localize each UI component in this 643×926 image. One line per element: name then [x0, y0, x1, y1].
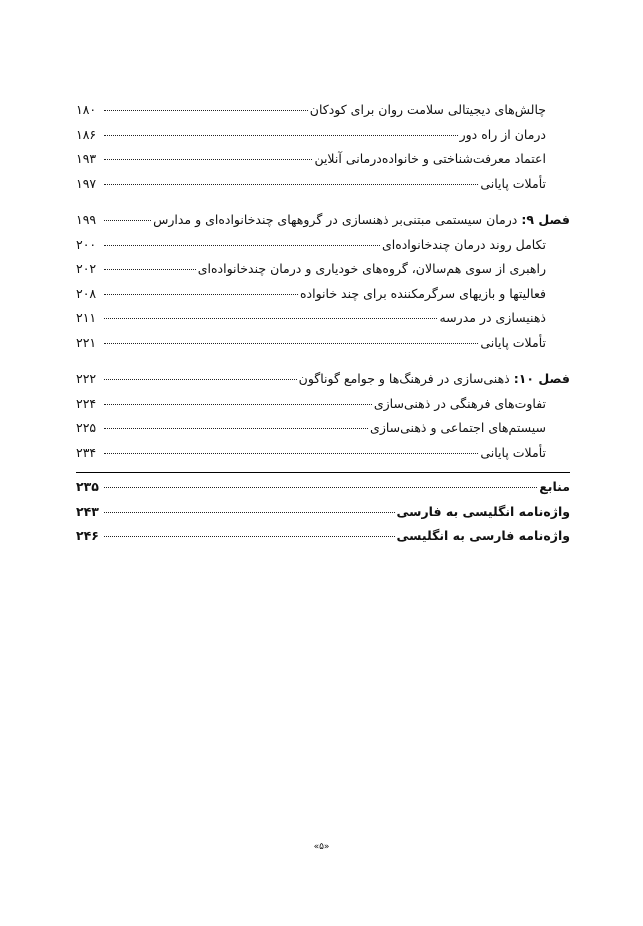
toc-entry-page: ۲۳۵ [76, 479, 99, 494]
toc-entry[interactable] [76, 237, 570, 262]
dot-leader [104, 379, 297, 380]
toc-entry-page: ۱۸۶ [76, 126, 97, 142]
toc-back-matter[interactable] [76, 479, 570, 504]
toc-entry[interactable] [76, 127, 570, 152]
toc-entry[interactable] [76, 420, 570, 445]
dot-leader [104, 428, 368, 429]
toc-entry-page: ۱۹۷ [76, 175, 97, 191]
toc-back-matter[interactable] [76, 504, 570, 529]
toc-entry-page: ۲۴۶ [76, 528, 99, 543]
toc-chapter-9[interactable] [76, 212, 570, 237]
dot-leader [104, 269, 196, 270]
toc-entry-title: منابع [539, 479, 570, 494]
toc-entry-title: تأملات پایانی [480, 444, 546, 460]
toc-entry[interactable] [76, 335, 570, 360]
toc-entry-title: درمان از راه دور [459, 126, 546, 142]
toc-entry[interactable] [76, 261, 570, 286]
toc-entry[interactable] [76, 102, 570, 127]
chapter-title: ذهنی‌سازی در فرهنگ‌ها و جوامع گوناگون [298, 371, 510, 386]
dot-leader [104, 512, 395, 513]
dot-leader [104, 343, 478, 344]
dot-leader [104, 318, 437, 319]
dot-leader [104, 184, 478, 185]
table-of-contents [76, 102, 570, 553]
toc-entry-page: ۲۰۸ [76, 285, 97, 301]
toc-entry-page: ۲۲۵ [76, 420, 97, 435]
dot-leader [104, 294, 298, 295]
dot-leader [104, 110, 308, 111]
dot-leader [104, 453, 478, 454]
toc-entry-page: ۲۰۰ [76, 236, 97, 252]
toc-entry-title: تفاوت‌های فرهنگی در ذهنی‌سازی [373, 395, 546, 411]
toc-entry-title: واژه‌نامه انگلیسی به فارسی [396, 503, 570, 519]
toc-entry-title: واژه‌نامه فارسی به انگلیسی [396, 528, 570, 543]
toc-entry-title: راهبری از سوی هم‌سالان، گروه‌های خودیاری و درمان چندخانواده‌ای [197, 261, 546, 276]
toc-entry-page: ۲۰۲ [76, 261, 97, 276]
toc-entry-title: سیستم‌های اجتماعی و ذهنی‌سازی [370, 420, 546, 435]
toc-entry[interactable] [76, 176, 570, 201]
toc-entry-page: ۲۳۴ [76, 444, 97, 460]
toc-entry[interactable] [76, 396, 570, 421]
toc-entry-title: فعالیتها و بازیهای سرگرمکننده برای چند خانواده [300, 285, 546, 301]
toc-entry[interactable] [76, 151, 570, 176]
toc-entry-page: ۱۸۰ [76, 102, 97, 117]
toc-entry[interactable] [76, 445, 570, 470]
toc-entry-title: چالش‌های دیجیتالی سلامت روان برای کودکان [309, 102, 546, 117]
toc-entry-page: ۱۹۳ [76, 151, 97, 166]
dot-leader [104, 159, 312, 160]
toc-entry-page: ۱۹۹ [76, 212, 97, 227]
toc-entry-title: تأملات پایانی [480, 175, 546, 191]
spacer [76, 200, 570, 212]
toc-entry-title: تکامل روند درمان چندخانواده‌ای [381, 236, 546, 252]
toc-entry-title: تأملات پایانی [480, 334, 546, 350]
toc-entry-page: ۲۱۱ [76, 310, 97, 325]
chapter-label: فصل ۹: [521, 212, 570, 227]
toc-back-matter[interactable] [76, 528, 570, 553]
dot-leader [104, 220, 151, 221]
page-number: «۵» [313, 842, 330, 852]
divider [76, 472, 570, 473]
dot-leader [104, 135, 458, 136]
dot-leader [104, 245, 380, 246]
toc-chapter-heading [299, 371, 570, 386]
dot-leader [104, 487, 537, 488]
spacer [76, 359, 570, 371]
toc-entry[interactable] [76, 310, 570, 335]
toc-chapter-10[interactable] [76, 371, 570, 396]
toc-entry-page: ۲۴۳ [76, 503, 99, 519]
dot-leader [104, 536, 395, 537]
toc-entry-page: ۲۲۲ [76, 371, 97, 386]
toc-entry-page: ۲۲۴ [76, 395, 97, 411]
toc-entry-page: ۲۲۱ [76, 334, 97, 350]
chapter-title: درمان سیستمی مبتنی‌بر ذهنسازی در گروههای چندخانواده‌ای و مدارس [153, 212, 518, 227]
toc-entry[interactable] [76, 286, 570, 311]
toc-chapter-heading [153, 212, 570, 227]
dot-leader [104, 404, 372, 405]
chapter-label: فصل ۱۰: [513, 371, 570, 386]
toc-entry-title: ذهنیسازی در مدرسه [439, 310, 546, 325]
toc-entry-title: اعتماد معرفت‌شناختی و خانواده‌درمانی آنلاین [314, 151, 546, 166]
